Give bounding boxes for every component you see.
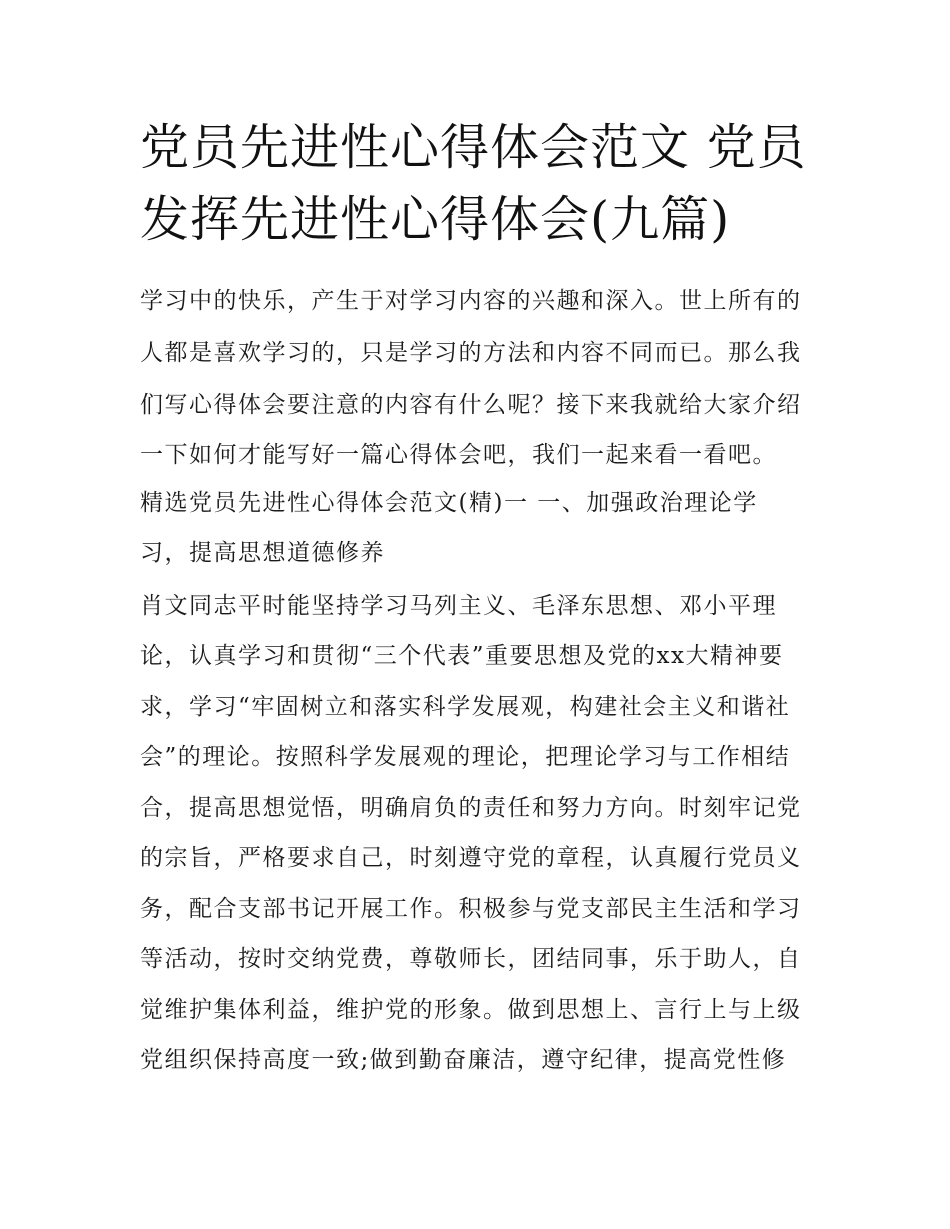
- body-line: 党组织保持高度一致;做到勤奋廉洁，遵守纪律，提高党性修: [140, 1047, 787, 1073]
- section-heading-line: 精选党员先进性心得体会范文(精)一 一、加强政治理论学: [140, 490, 758, 516]
- body-line: 合，提高思想觉悟，明确肩负的责任和努力方向。时刻牢记党: [140, 795, 802, 821]
- body-line: 求，学习“牢固树立和落实科学发展观，构建社会主义和谐社: [140, 694, 791, 720]
- body-line: 等活动，按时交纳党费，尊敬师长，团结同事，乐于助人，自: [140, 946, 802, 972]
- document-title-line-2: 发挥先进性心得体会(九篇): [140, 191, 731, 248]
- body-line: 肖文同志平时能坚持学习马列主义、毛泽东思想、邓小平理: [140, 593, 777, 619]
- body-line: 们写心得体会要注意的内容有什么呢？接下来我就给大家介绍: [140, 392, 802, 418]
- body-line: 学习中的快乐，产生于对学习内容的兴趣和深入。世上所有的: [140, 288, 802, 314]
- body-line: 人都是喜欢学习的，只是学习的方法和内容不同而已。那么我: [140, 340, 802, 366]
- body-line: 务，配合支部书记开展工作。积极参与党支部民主生活和学习: [140, 896, 802, 922]
- body-line: 觉维护集体利益，维护党的形象。做到思想上、言行上与上级: [140, 997, 802, 1023]
- document-title-line-1: 党员先进性心得体会范文 党员: [140, 119, 807, 176]
- body-line: 的宗旨，严格要求自己，时刻遵守党的章程，认真履行党员义: [140, 845, 802, 871]
- body-line: 一下如何才能写好一篇心得体会吧，我们一起来看一看吧。: [140, 442, 777, 468]
- body-line: 论，认真学习和贯彻“三个代表”重要思想及党的xx大精神要: [140, 643, 784, 669]
- body-line: 会”的理论。按照科学发展观的理论，把理论学习与工作相结: [140, 744, 791, 770]
- section-heading-line: 习，提高思想道德修养: [140, 540, 385, 566]
